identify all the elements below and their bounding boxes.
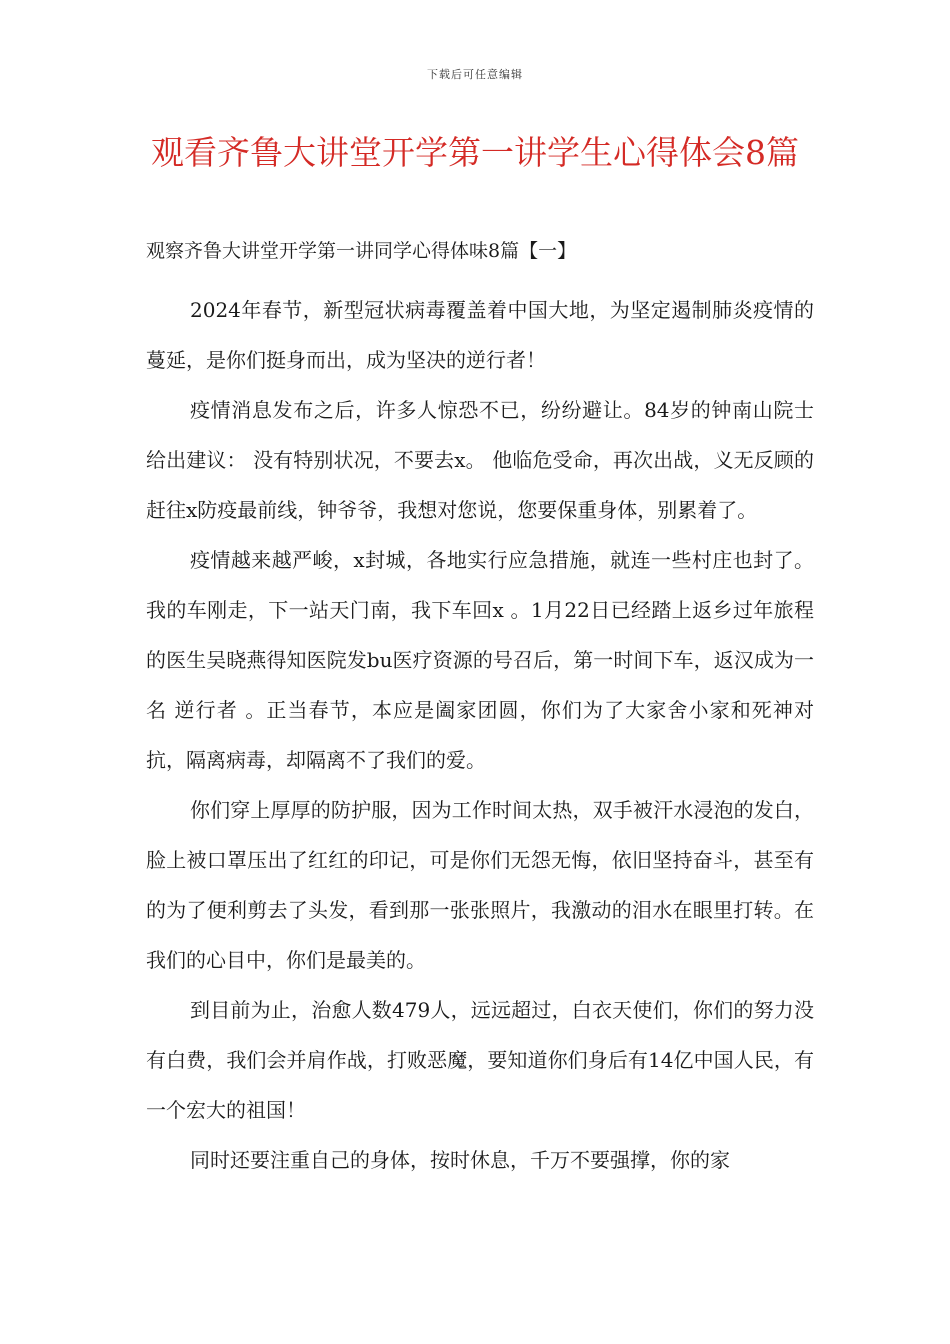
paragraph-4: 你们穿上厚厚的防护服，因为工作时间太热，双手被汗水浸泡的发白，脸上被口罩压出了红红的印记，可是你们无怨无悔，依旧坚持奋斗，甚至有的为了便利剪去了头发，看到那一张张照片，我激动的泪水在眼里打转。在我们的心目中，你们是最美的。 [146, 798, 814, 972]
document-body [146, 285, 814, 1185]
paragraph-1: 2024年春节，新型冠状病毒覆盖着中国大地，为坚定遏制肺炎疫情的蔓延，是你们挺身而出，成为坚决的逆行者！ [146, 298, 814, 372]
paragraph-2: 疫情消息发布之后，许多人惊恐不已，纷纷避让。84岁的钟南山院士给出建议： 没有特别状况，不要去x。 他临危受命，再次出战，义无反顾的赶往x防疫最前线，钟爷爷，我想对您说，您要保重身体，别累着了。 [146, 398, 814, 522]
document-subtitle: 观察齐鲁大讲堂开学第一讲同学心得体味8篇【一】 [146, 240, 577, 262]
document-title: 观看齐鲁大讲堂开学第一讲学生心得体会8篇 [151, 133, 799, 172]
header-note: 下载后可任意编辑 [427, 68, 523, 81]
paragraph-3: 疫情越来越严峻，x封城，各地实行应急措施，就连一些村庄也封了。 我的车刚走，下一站天门南，我下车回x 。1月22日已经踏上返乡过年旅程的医生吴晓燕得知医院发bu医疗资源的号召后，第一时间下车，返汉成为一名 逆行者 。正当春节，本应是阖家团圆，你们为了大家舍小家和死神对抗，隔离病毒，却隔离不了我们的爱。 [146, 548, 814, 772]
paragraph-5: 到目前为止，治愈人数479人，远远超过，白衣天使们，你们的努力没有白费，我们会并肩作战，打败恶魔，要知道你们身后有14亿中国人民，有一个宏大的祖国！ [146, 998, 814, 1122]
paragraph-6: 同时还要注重自己的身体，按时休息，千万不要强撑，你的家 [190, 1148, 730, 1172]
